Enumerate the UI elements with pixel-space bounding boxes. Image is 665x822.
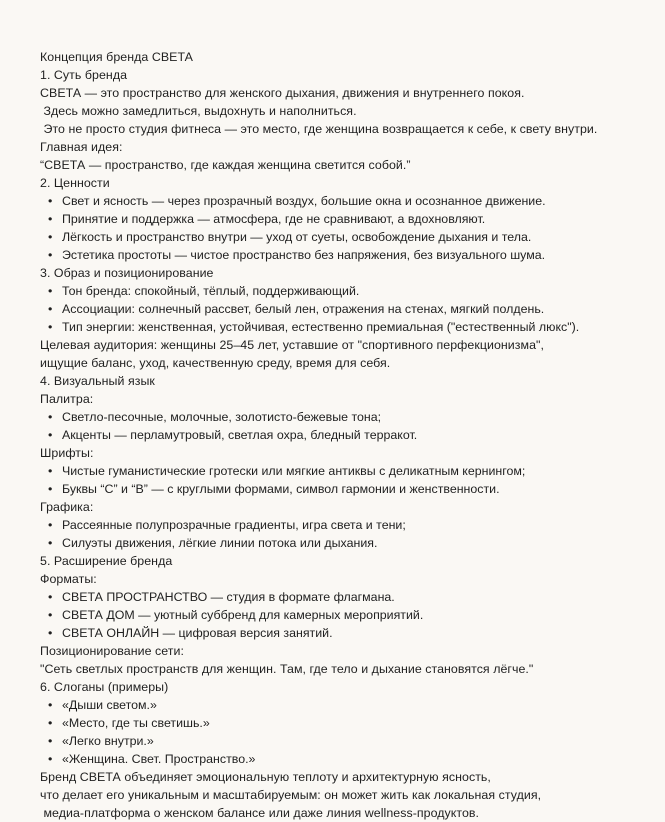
document-body xyxy=(40,48,640,822)
paragraph-line: Целевая аудитория: женщины 25–45 лет, уставшие от "спортивного перфекционизма", xyxy=(40,338,544,352)
paragraph-line: Позиционирование сети: xyxy=(40,644,184,658)
paragraph-line: Графика: xyxy=(40,500,94,514)
page-title: Концепция бренда СВЕТА xyxy=(40,50,193,64)
list-item xyxy=(40,246,640,264)
bullet-icon: • xyxy=(48,518,53,532)
bullet-icon: • xyxy=(48,320,53,334)
list-item-text: Рассеянные полупрозрачные градиенты, игра света и тени; xyxy=(62,518,406,532)
paragraph-line: Главная идея: xyxy=(40,140,123,154)
bullet-icon: • xyxy=(48,248,53,262)
list-item xyxy=(40,534,640,552)
list-item xyxy=(40,588,640,606)
list-item xyxy=(40,300,640,318)
list-item xyxy=(40,192,640,210)
list-item xyxy=(40,696,640,714)
list-item xyxy=(40,408,640,426)
list-item-text: Тон бренда: спокойный, тёплый, поддерживающий. xyxy=(62,284,360,298)
paragraph-line: 3. Образ и позиционирование xyxy=(40,266,214,280)
list-item xyxy=(40,732,640,750)
list-item-text: «Дыши светом.» xyxy=(62,698,157,712)
bullet-icon: • xyxy=(48,212,53,226)
bullet-icon: • xyxy=(48,410,53,424)
paragraph-line: Это не просто студия фитнеса — это место, где женщина возвращается к себе, к свету внутри. xyxy=(40,122,598,136)
paragraph-line: 5. Расширение бренда xyxy=(40,554,173,568)
list-item-text: Буквы “С” и “В” — с круглыми формами, символ гармонии и женственности. xyxy=(62,482,500,496)
paragraph-line: 2. Ценности xyxy=(40,176,110,190)
paragraph-line: медиа-платформа о женском балансе или даже линия wellness-продуктов. xyxy=(40,806,480,820)
bullet-icon: • xyxy=(48,230,53,244)
bullet-icon: • xyxy=(48,752,53,766)
list-item-text: Ассоциации: солнечный рассвет, белый лен, отражения на стенах, мягкий полдень. xyxy=(62,302,545,316)
bullet-icon: • xyxy=(48,716,53,730)
list-item-text: «Место, где ты светишь.» xyxy=(62,716,210,730)
list-item xyxy=(40,426,640,444)
bullet-icon: • xyxy=(48,302,53,316)
paragraph-line: Здесь можно замедлиться, выдохнуть и наполниться. xyxy=(40,104,357,118)
paragraph-line: ищущие баланс, уход, качественную среду, время для себя. xyxy=(40,356,391,370)
bullet-icon: • xyxy=(48,536,53,550)
list-item xyxy=(40,624,640,642)
list-item xyxy=(40,282,640,300)
paragraph-line: Форматы: xyxy=(40,572,97,586)
list-item-text: Тип энергии: женственная, устойчивая, естественно премиальная ("естественный люкс"). xyxy=(62,320,580,334)
list-item xyxy=(40,480,640,498)
paragraph-line: "Сеть светлых пространств для женщин. Там, где тело и дыхание становятся лёгче." xyxy=(40,662,534,676)
list-item-text: Лёгкость и пространство внутри — уход от суеты, освобождение дыхания и тела. xyxy=(62,230,532,244)
bullet-icon: • xyxy=(48,428,53,442)
list-item xyxy=(40,228,640,246)
bullet-icon: • xyxy=(48,626,53,640)
list-item-text: Эстетика простоты — чистое пространство без напряжения, без визуального шума. xyxy=(62,248,546,262)
bullet-icon: • xyxy=(48,284,53,298)
list-item xyxy=(40,516,640,534)
paragraph-line: Палитра: xyxy=(40,392,94,406)
list-item-text: СВЕТА ПРОСТРАНСТВО — студия в формате флагмана. xyxy=(62,590,395,604)
list-item-text: Свет и ясность — через прозрачный воздух, большие окна и осознанное движение. xyxy=(62,194,546,208)
bullet-icon: • xyxy=(48,482,53,496)
list-item xyxy=(40,318,640,336)
paragraph-line: 6. Слоганы (примеры) xyxy=(40,680,169,694)
list-item-text: Чистые гуманистические гротески или мягкие антиквы с деликатным кернингом; xyxy=(62,464,526,478)
paragraph-line: Бренд СВЕТА объединяет эмоциональную теплоту и архитектурную ясность, xyxy=(40,770,491,784)
list-item xyxy=(40,714,640,732)
paragraph-line: что делает его уникальным и масштабируемым: он может жить как локальная студия, xyxy=(40,788,542,802)
bullet-icon: • xyxy=(48,608,53,622)
bullet-icon: • xyxy=(48,464,53,478)
bullet-icon: • xyxy=(48,734,53,748)
paragraph-line: СВЕТА — это пространство для женского дыхания, движения и внутреннего покоя. xyxy=(40,86,525,100)
list-item-text: Акценты — перламутровый, светлая охра, бледный терракот. xyxy=(62,428,418,442)
paragraph-line: “СВЕТА — пространство, где каждая женщина светится собой.” xyxy=(40,158,411,172)
paragraph-line: 1. Суть бренда xyxy=(40,68,128,82)
list-item-text: СВЕТА ДОМ — уютный суббренд для камерных мероприятий. xyxy=(62,608,424,622)
list-item-text: Светло-песочные, молочные, золотисто-бежевые тона; xyxy=(62,410,382,424)
list-item-text: СВЕТА ОНЛАЙН — цифровая версия занятий. xyxy=(62,626,333,640)
list-item xyxy=(40,750,640,768)
list-item xyxy=(40,210,640,228)
bullet-icon: • xyxy=(48,590,53,604)
list-item-text: «Женщина. Свет. Пространство.» xyxy=(62,752,256,766)
list-item xyxy=(40,606,640,624)
paragraph-line: 4. Визуальный язык xyxy=(40,374,155,388)
list-item-text: Силуэты движения, лёгкие линии потока или дыхания. xyxy=(62,536,378,550)
list-item xyxy=(40,462,640,480)
bullet-icon: • xyxy=(48,698,53,712)
list-item-text: Принятие и поддержка — атмосфера, где не сравнивают, а вдохновляют. xyxy=(62,212,486,226)
list-item-text: «Легко внутри.» xyxy=(62,734,154,748)
bullet-icon: • xyxy=(48,194,53,208)
paragraph-line: Шрифты: xyxy=(40,446,94,460)
